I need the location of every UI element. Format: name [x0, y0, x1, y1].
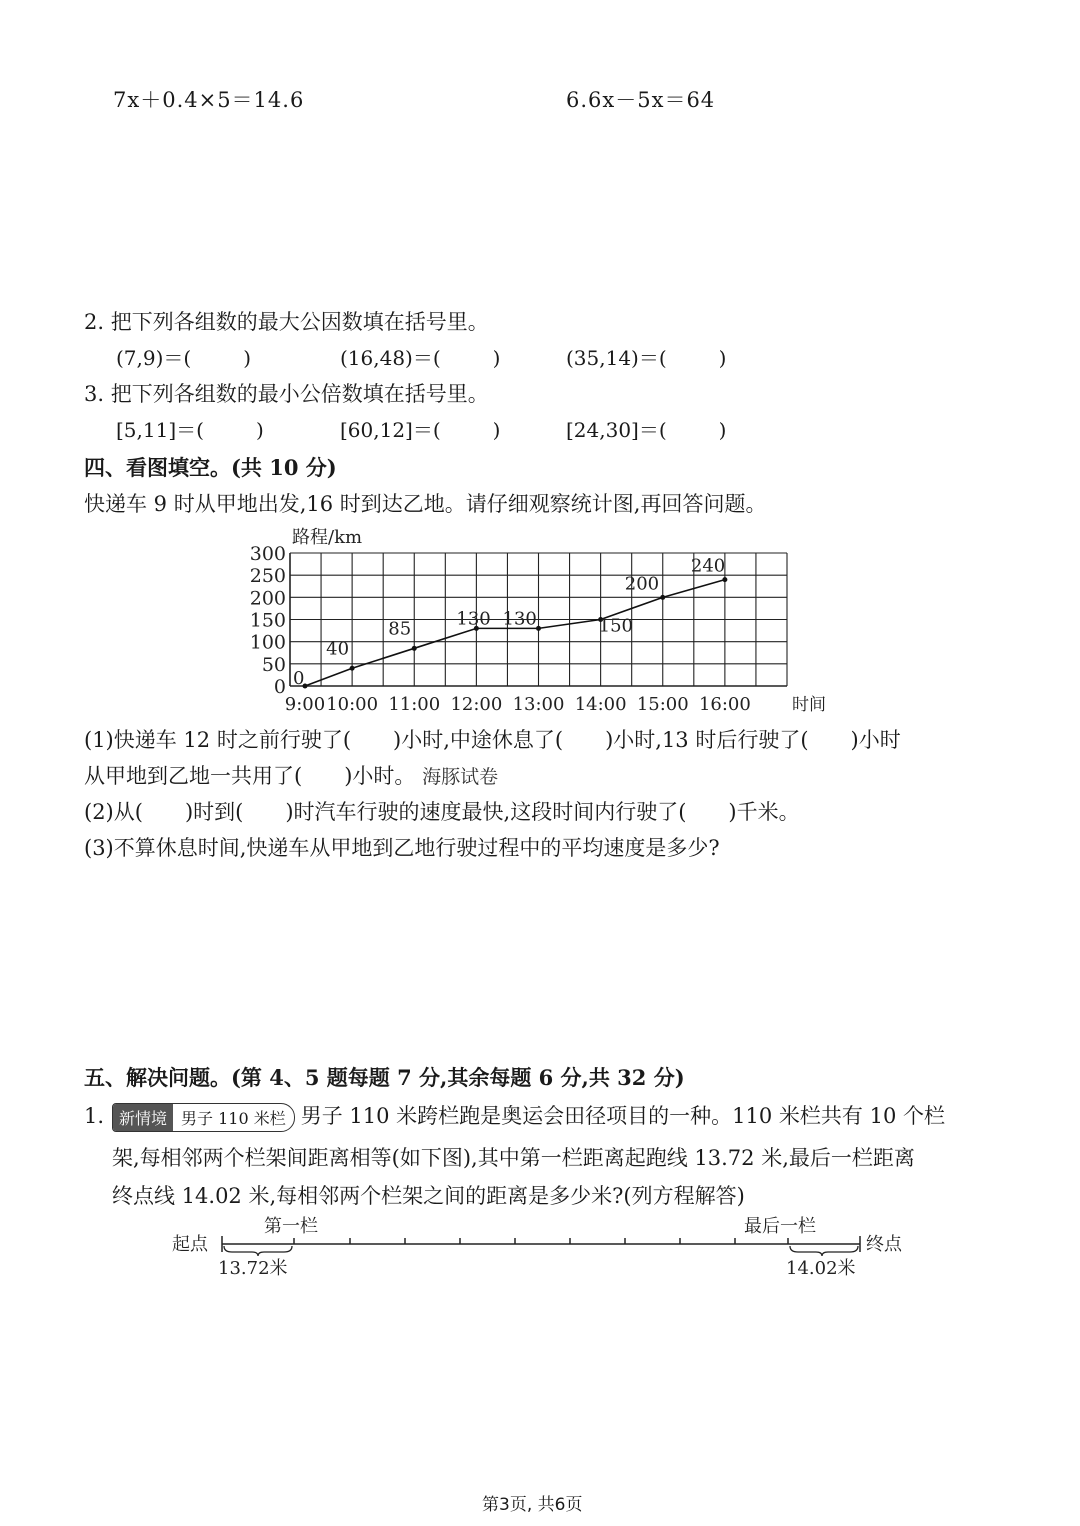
- start-brace: [224, 1246, 292, 1256]
- data-label: 40: [326, 638, 350, 660]
- section4-heading: 四、看图填空。(共 10 分): [84, 455, 337, 480]
- x-tick-label: 16:00: [698, 694, 751, 715]
- data-label: 200: [624, 573, 660, 595]
- equation-left: 7x＋0.4×5＝14.6: [113, 88, 305, 112]
- data-label: 0: [293, 668, 305, 689]
- q3-title: 3. 把下列各组数的最小公倍数填在括号里。: [84, 382, 489, 406]
- data-point: [412, 646, 417, 651]
- last-hurdle-label: 最后一栏: [744, 1216, 816, 1237]
- section5-q1-line1: 1. 新情境 男子 110 米栏 男子 110 米跨栏跑是奥运会田径项目的一种。110 米栏共有 10 个栏: [84, 1100, 945, 1132]
- end-distance: 14.02米: [786, 1258, 856, 1279]
- q2-item-3: (35,14)＝( ): [566, 346, 727, 370]
- first-hurdle-label: 第一栏: [264, 1216, 318, 1237]
- y-tick-label: 250: [249, 565, 286, 588]
- data-label: 150: [598, 615, 633, 637]
- section4-q1-line2: 从甲地到乙地一共用了( )小时。 海豚试卷: [84, 764, 499, 788]
- x-tick-label: 9:00: [284, 694, 326, 715]
- section4-q1-line1: (1)快递车 12 时之前行驶了( )小时,中途休息了( )小时,13 时后行驶了( )小时: [84, 728, 901, 752]
- context-tag: 新情境 男子 110 米栏: [112, 1103, 295, 1132]
- x-tick-label: 13:00: [512, 694, 565, 715]
- section4-q3: (3)不算休息时间,快递车从甲地到乙地行驶过程中的平均速度是多少?: [84, 836, 720, 860]
- data-point: [350, 666, 355, 671]
- y-tick-label: 300: [249, 543, 286, 565]
- q3-item-1: [5,11]＝( ): [116, 418, 264, 442]
- page-footer: 第3页, 共6页: [482, 1495, 583, 1515]
- hurdle-marks: [294, 1238, 788, 1244]
- y-axis-label: 路程/km: [292, 527, 363, 548]
- q2-item-2: (16,48)＝( ): [340, 346, 501, 370]
- q3-item-2: [60,12]＝( ): [340, 418, 501, 442]
- y-tick-label: 0: [273, 676, 286, 698]
- x-tick-label: 11:00: [388, 694, 441, 715]
- q3-item-3: [24,30]＝( ): [566, 418, 727, 442]
- section5-q1-line3: 终点线 14.02 米,每相邻两个栏架之间的距离是多少米?(列方程解答): [112, 1184, 745, 1208]
- y-tick-label: 200: [249, 587, 286, 610]
- x-tick-label: 12:00: [450, 694, 503, 715]
- start-distance: 13.72米: [218, 1258, 288, 1279]
- q2-title: 2. 把下列各组数的最大公因数填在括号里。: [84, 310, 489, 334]
- section4-q2: (2)从( )时到( )时汽车行驶的速度最快,这段时间内行驶了( )千米。: [84, 800, 800, 824]
- equation-right: 6.6x－5x＝64: [566, 88, 716, 112]
- watermark: 海豚试卷: [422, 766, 499, 788]
- y-tick-label: 100: [249, 631, 286, 654]
- q2-item-1: (7,9)＝( ): [116, 346, 252, 370]
- data-label: 240: [690, 555, 726, 577]
- end-label: 终点: [866, 1234, 902, 1255]
- section4-intro: 快递车 9 时从甲地出发,16 时到达乙地。请仔细观察统计图,再回答问题。: [84, 492, 767, 516]
- data-label: 130: [502, 608, 537, 630]
- x-tick-label: 10:00: [326, 694, 379, 715]
- x-tick-label: 14:00: [574, 694, 627, 715]
- section5-q1-line2: 架,每相邻两个栏架间距离相等(如下图),其中第一栏距离起跑线 13.72 米,最后一栏距离: [112, 1146, 915, 1170]
- data-point: [660, 595, 665, 600]
- hurdle-track-diagram: [168, 1212, 928, 1282]
- y-tick-label: 50: [261, 653, 286, 676]
- x-tick-label: 15:00: [636, 694, 689, 715]
- end-brace: [790, 1246, 858, 1256]
- x-axis-label: 时间: [792, 695, 826, 715]
- data-point: [722, 577, 727, 582]
- y-tick-label: 150: [249, 609, 286, 632]
- distance-time-chart: [240, 522, 860, 717]
- start-label: 起点: [172, 1234, 208, 1255]
- data-label: 85: [388, 618, 412, 640]
- section5-heading: 五、解决问题。(第 4、5 题每题 7 分,其余每题 6 分,共 32 分): [84, 1065, 685, 1090]
- data-label: 130: [456, 608, 491, 630]
